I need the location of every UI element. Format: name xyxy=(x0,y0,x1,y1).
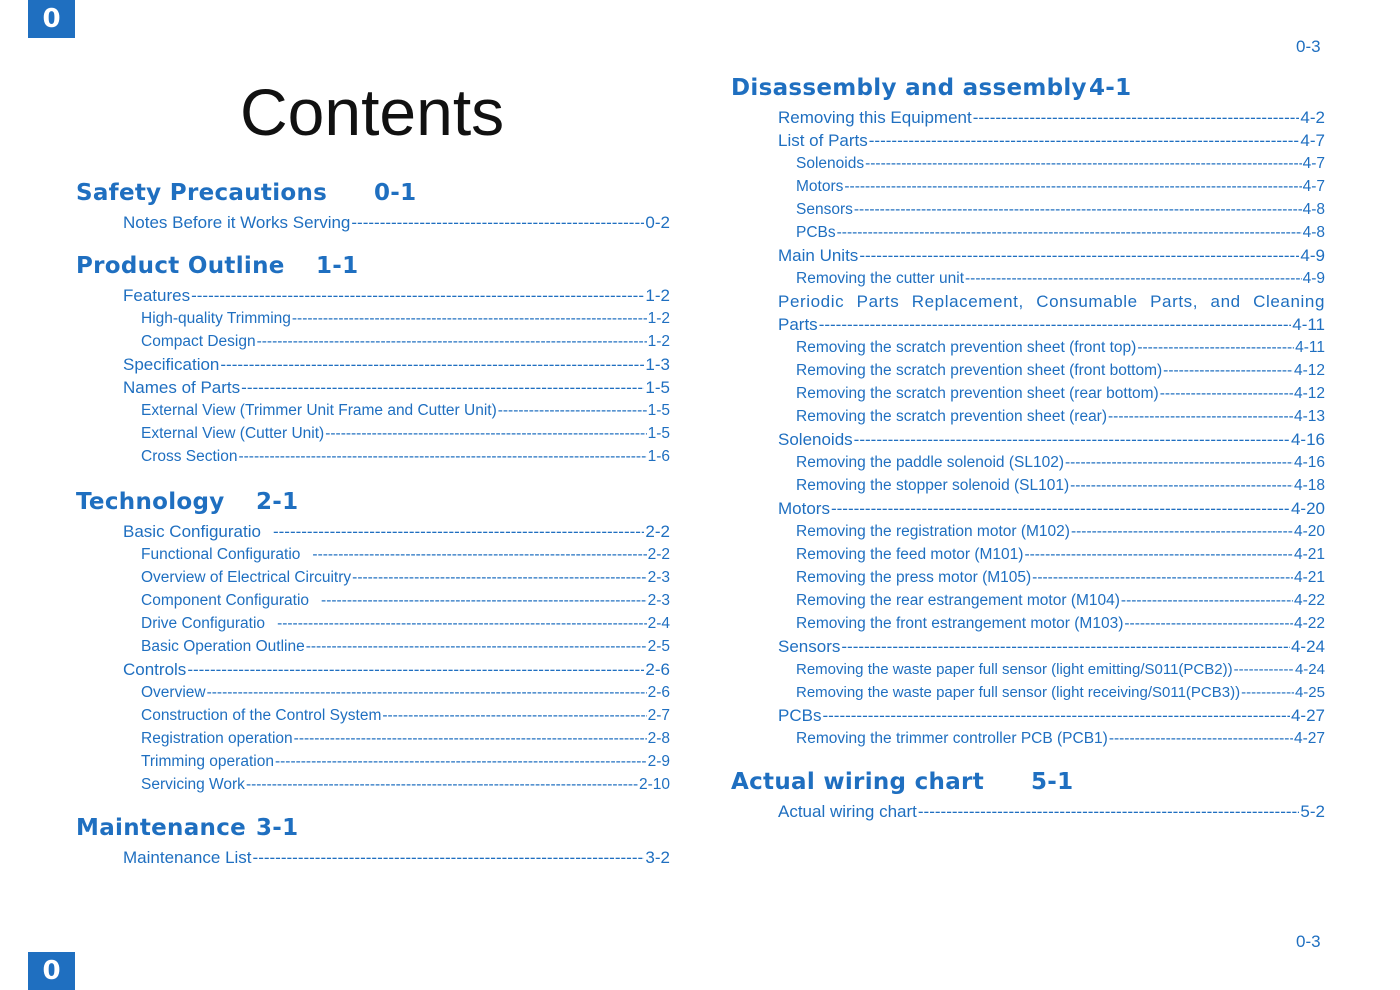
entry-label: Maintenance List xyxy=(123,848,252,867)
toc-right-column xyxy=(731,72,1325,823)
toc-entry[interactable] xyxy=(731,681,1325,704)
chapter-page: 0-1 xyxy=(374,180,417,206)
leader-dots xyxy=(207,681,647,704)
leader-dots xyxy=(837,221,1302,244)
toc-entry[interactable] xyxy=(731,221,1325,244)
leader-dots xyxy=(273,520,644,543)
leader-dots xyxy=(246,773,638,796)
entry-label: High-quality Trimming xyxy=(141,310,291,327)
chapter-tab-bottom[interactable]: 0 xyxy=(28,952,75,990)
leader-dots xyxy=(241,376,644,399)
toc-entry[interactable] xyxy=(76,566,670,589)
entry-page: 4-16 xyxy=(1290,430,1325,449)
entry-page: 2-5 xyxy=(647,638,670,655)
entry-label: Solenoids xyxy=(796,155,865,172)
entry-label: Removing the scratch prevention sheet (front bottom) xyxy=(796,362,1163,379)
leader-dots xyxy=(306,635,647,658)
page-title: Contents xyxy=(240,75,505,149)
toc-entry[interactable] xyxy=(731,451,1325,474)
entry-page: 4-7 xyxy=(1302,178,1325,195)
entry-page: 4-16 xyxy=(1293,454,1325,471)
entry-label: Compact Design xyxy=(141,333,256,350)
toc-entry[interactable] xyxy=(76,589,670,612)
chapter-page: 3-1 xyxy=(256,815,299,841)
entry-page: 4-12 xyxy=(1293,385,1325,402)
entry-page: 4-11 xyxy=(1292,315,1325,334)
entry-label: Removing the registration motor (M102) xyxy=(796,523,1070,540)
entry-page: 4-8 xyxy=(1302,224,1325,241)
entry-page: 4-18 xyxy=(1293,477,1325,494)
toc-entry[interactable] xyxy=(76,330,670,353)
chapter-maintenance[interactable] xyxy=(76,812,670,844)
leader-dots xyxy=(352,566,646,589)
entry-label: Drive Configuratio xyxy=(141,615,266,632)
leader-dots xyxy=(1024,543,1293,566)
entry-page: 1-2 xyxy=(647,310,670,327)
entry-label: Solenoids xyxy=(778,430,853,449)
entry-label: Notes Before it Works Serving xyxy=(123,213,351,232)
entry-label: Parts xyxy=(778,315,818,334)
leader-dots xyxy=(1121,589,1293,612)
entry-label: Removing this Equipment xyxy=(778,108,972,127)
entry-label: Actual wiring chart xyxy=(778,802,917,821)
entry-label: Removing the cutter unit xyxy=(796,270,965,287)
entry-page: 4-11 xyxy=(1295,339,1325,356)
entry-page: 1-3 xyxy=(645,355,670,374)
toc-entry[interactable] xyxy=(731,727,1325,750)
leader-dots xyxy=(257,330,647,353)
leader-dots xyxy=(238,445,646,468)
leader-dots xyxy=(1124,612,1293,635)
toc-entry[interactable] xyxy=(76,750,670,773)
toc-entry[interactable] xyxy=(731,198,1325,221)
leader-dots xyxy=(841,635,1290,658)
entry-label: Overview of Electrical Circuitry xyxy=(141,569,352,586)
entry-label: Motors xyxy=(778,499,830,518)
toc-entry[interactable] xyxy=(731,129,1325,152)
chapter-page: 4-1 xyxy=(1089,75,1132,101)
entry-page: 5-2 xyxy=(1300,802,1325,821)
entry-label: Servicing Work xyxy=(141,776,245,793)
toc-entry[interactable] xyxy=(731,175,1325,198)
toc-entry[interactable] xyxy=(731,313,1325,336)
entry-label: Removing the feed motor (M101) xyxy=(796,546,1024,563)
toc-entry[interactable] xyxy=(76,399,670,422)
toc-entry[interactable] xyxy=(76,353,670,376)
entry-label: Main Units xyxy=(778,246,859,265)
toc-entry[interactable] xyxy=(76,445,670,468)
leader-dots xyxy=(1071,520,1293,543)
toc-entry[interactable] xyxy=(731,704,1325,727)
entry-label: Component Configuratio xyxy=(141,592,310,609)
leader-dots xyxy=(854,428,1290,451)
entry-page: 4-2 xyxy=(1300,108,1325,127)
entry-page: 1-5 xyxy=(645,378,670,397)
chapter-disassembly-assembly[interactable] xyxy=(731,72,1325,104)
entry-label: Removing the scratch prevention sheet (front top) xyxy=(796,339,1137,356)
entry-page: 4-7 xyxy=(1300,131,1325,150)
entry-page: 4-27 xyxy=(1293,730,1325,747)
entry-page: 1-2 xyxy=(645,286,670,305)
leader-dots xyxy=(869,129,1300,152)
entry-label: External View (Trimmer Unit Frame and Cutter Unit) xyxy=(141,402,497,419)
entry-page: 4-8 xyxy=(1302,201,1325,218)
toc-entry[interactable] xyxy=(76,520,670,543)
toc-entry[interactable] xyxy=(731,520,1325,543)
toc-entry[interactable] xyxy=(731,589,1325,612)
toc-entry[interactable] xyxy=(731,405,1325,428)
toc-entry[interactable] xyxy=(76,704,670,727)
entry-label: List of Parts xyxy=(778,131,868,150)
leader-dots xyxy=(292,307,647,330)
chapter-technology[interactable] xyxy=(76,486,670,518)
toc-entry[interactable] xyxy=(731,267,1325,290)
entry-label: Removing the scratch prevention sheet (rear) xyxy=(796,408,1108,425)
toc-entry[interactable] xyxy=(76,681,670,704)
toc-entry[interactable] xyxy=(731,566,1325,589)
toc-entry[interactable] xyxy=(76,376,670,399)
toc-entry[interactable] xyxy=(76,307,670,330)
chapter-safety-precautions[interactable] xyxy=(76,177,670,209)
toc-entry[interactable] xyxy=(76,727,670,750)
page-number-top: 0-3 xyxy=(1296,37,1321,56)
entry-label: Functional Configuratio xyxy=(141,546,301,563)
entry-page: 2-3 xyxy=(647,569,670,586)
toc-entry[interactable] xyxy=(731,474,1325,497)
leader-dots xyxy=(844,175,1301,198)
leader-dots xyxy=(325,422,646,445)
toc-entry[interactable] xyxy=(731,152,1325,175)
entry-page: 2-6 xyxy=(647,684,670,701)
toc-entry[interactable] xyxy=(731,359,1325,382)
toc-entry[interactable] xyxy=(76,284,670,307)
toc-entry[interactable] xyxy=(731,635,1325,658)
chapter-title: Maintenance xyxy=(76,815,247,841)
entry-page: 4-20 xyxy=(1290,499,1325,518)
entry-label: Removing the press motor (M105) xyxy=(796,569,1032,586)
toc-entry[interactable] xyxy=(76,773,670,796)
leader-dots xyxy=(1241,681,1294,704)
leader-dots xyxy=(191,284,644,307)
leader-dots xyxy=(1065,451,1293,474)
entry-label: Sensors xyxy=(796,201,853,218)
entry-label: Basic Configuratio xyxy=(123,522,261,541)
entry-label: Overview xyxy=(141,684,206,701)
leader-dots xyxy=(220,353,644,376)
page-number-bottom: 0-3 xyxy=(1296,932,1321,951)
entry-page: 2-6 xyxy=(645,660,670,679)
entry-page: 1-2 xyxy=(647,333,670,350)
entry-label: Removing the trimmer controller PCB (PCB1) xyxy=(796,730,1108,747)
entry-page: 4-21 xyxy=(1293,569,1325,586)
leader-dots xyxy=(965,267,1302,290)
leader-dots xyxy=(973,106,1300,129)
entry-page: 4-7 xyxy=(1302,155,1325,172)
entry-page: 2-9 xyxy=(647,753,670,770)
entry-page: 4-25 xyxy=(1294,684,1325,701)
entry-label: Removing the paddle solenoid (SL102) xyxy=(796,454,1064,471)
entry-page: 4-9 xyxy=(1302,270,1325,287)
chapter-title: Actual wiring chart xyxy=(731,769,984,795)
toc-entry[interactable] xyxy=(76,211,670,234)
entry-label: Cross Section xyxy=(141,448,238,465)
toc-entry[interactable] xyxy=(731,658,1325,681)
entry-page: 2-8 xyxy=(647,730,670,747)
entry-label: Removing the waste paper full sensor (light receiving/S011(PCB3)) xyxy=(796,684,1241,701)
entry-label: Removing the rear estrangement motor (M104) xyxy=(796,592,1120,609)
entry-page: 2-4 xyxy=(647,615,670,632)
leader-dots xyxy=(854,198,1302,221)
leader-dots xyxy=(1108,405,1293,428)
entry-page: 4-12 xyxy=(1293,362,1325,379)
entry-page: 4-22 xyxy=(1293,615,1325,632)
toc-entry[interactable] xyxy=(731,336,1325,359)
leader-dots xyxy=(1163,359,1293,382)
entry-label: Names of Parts xyxy=(123,378,241,397)
leader-dots xyxy=(1234,658,1294,681)
chapter-tab-top[interactable]: 0 xyxy=(28,0,75,38)
entry-label: Specification xyxy=(123,355,220,374)
entry-page: 2-10 xyxy=(638,776,670,793)
leader-dots xyxy=(1137,336,1294,359)
entry-page: 1-6 xyxy=(647,448,670,465)
entry-page: 0-2 xyxy=(645,213,670,232)
leader-dots xyxy=(865,152,1302,175)
leader-dots xyxy=(187,658,644,681)
entry-page: 2-3 xyxy=(647,592,670,609)
toc-entry[interactable] xyxy=(731,497,1325,520)
entry-page: 4-13 xyxy=(1293,408,1325,425)
leader-dots xyxy=(277,612,647,635)
chapter-title: Technology xyxy=(76,489,225,515)
entry-label: Registration operation xyxy=(141,730,293,747)
toc-entry[interactable] xyxy=(731,612,1325,635)
entry-page: 1-5 xyxy=(647,425,670,442)
leader-dots xyxy=(312,543,646,566)
toc-entry[interactable] xyxy=(76,612,670,635)
leader-dots xyxy=(275,750,647,773)
toc-left-column xyxy=(76,177,670,869)
leader-dots xyxy=(253,846,645,869)
leader-dots xyxy=(351,211,644,234)
toc-entry[interactable] xyxy=(731,800,1325,823)
entry-page: 4-21 xyxy=(1293,546,1325,563)
chapter-title: Product Outline xyxy=(76,253,285,279)
chapter-page: 2-1 xyxy=(256,489,299,515)
entry-label: Motors xyxy=(796,178,844,195)
leader-dots xyxy=(859,244,1299,267)
toc-entry[interactable] xyxy=(76,422,670,445)
entry-label: PCBs xyxy=(778,706,822,725)
chapter-product-outline[interactable] xyxy=(76,250,670,282)
entry-page: 4-20 xyxy=(1293,523,1325,540)
entry-label: Features xyxy=(123,286,191,305)
toc-entry[interactable] xyxy=(731,382,1325,405)
leader-dots xyxy=(1109,727,1293,750)
entry-label: Controls xyxy=(123,660,187,679)
chapter-title: Safety Precautions xyxy=(76,180,328,206)
entry-label: Removing the waste paper full sensor (light emitting/S011(PCB2)) xyxy=(796,661,1233,678)
leader-dots xyxy=(819,313,1292,336)
toc-entry-wrapped-line[interactable]: Periodic Parts Replacement, Consumable Parts, and Cleaning xyxy=(778,292,1325,311)
toc-entry[interactable] xyxy=(76,846,670,869)
entry-page: 4-22 xyxy=(1293,592,1325,609)
leader-dots xyxy=(831,497,1290,520)
entry-page: 4-27 xyxy=(1290,706,1325,725)
leader-dots xyxy=(1160,382,1293,405)
toc-entry[interactable] xyxy=(731,543,1325,566)
toc-entry[interactable] xyxy=(76,543,670,566)
leader-dots xyxy=(498,399,647,422)
entry-page: 3-2 xyxy=(645,848,670,867)
entry-label: Removing the stopper solenoid (SL101) xyxy=(796,477,1070,494)
leader-dots xyxy=(822,704,1290,727)
chapter-page: 1-1 xyxy=(316,253,359,279)
leader-dots xyxy=(918,800,1300,823)
entry-page: 2-2 xyxy=(647,546,670,563)
entry-label: External View (Cutter Unit) xyxy=(141,425,325,442)
leader-dots xyxy=(382,704,646,727)
entry-label: Construction of the Control System xyxy=(141,707,382,724)
leader-dots xyxy=(294,727,647,750)
toc-entry[interactable] xyxy=(76,635,670,658)
toc-entry[interactable] xyxy=(731,106,1325,129)
entry-page: 1-5 xyxy=(647,402,670,419)
leader-dots xyxy=(1032,566,1293,589)
entry-label: PCBs xyxy=(796,224,836,241)
chapter-actual-wiring-chart[interactable] xyxy=(731,766,1325,798)
entry-page: 2-7 xyxy=(647,707,670,724)
entry-label: Basic Operation Outline xyxy=(141,638,305,655)
toc-entry[interactable] xyxy=(731,428,1325,451)
entry-label: Removing the front estrangement motor (M103) xyxy=(796,615,1124,632)
entry-page: 2-2 xyxy=(645,522,670,541)
leader-dots xyxy=(321,589,647,612)
leader-dots xyxy=(1070,474,1293,497)
toc-entry[interactable] xyxy=(76,658,670,681)
toc-entry[interactable] xyxy=(731,244,1325,267)
entry-page: 4-24 xyxy=(1290,637,1325,656)
entry-page: 4-9 xyxy=(1300,246,1325,265)
chapter-title: Disassembly and assembly xyxy=(731,75,1087,101)
entry-label: Sensors xyxy=(778,637,841,656)
entry-label: Removing the scratch prevention sheet (rear bottom) xyxy=(796,385,1159,402)
entry-page: 4-24 xyxy=(1294,661,1325,678)
chapter-page: 5-1 xyxy=(1031,769,1074,795)
entry-label: Trimming operation xyxy=(141,753,274,770)
